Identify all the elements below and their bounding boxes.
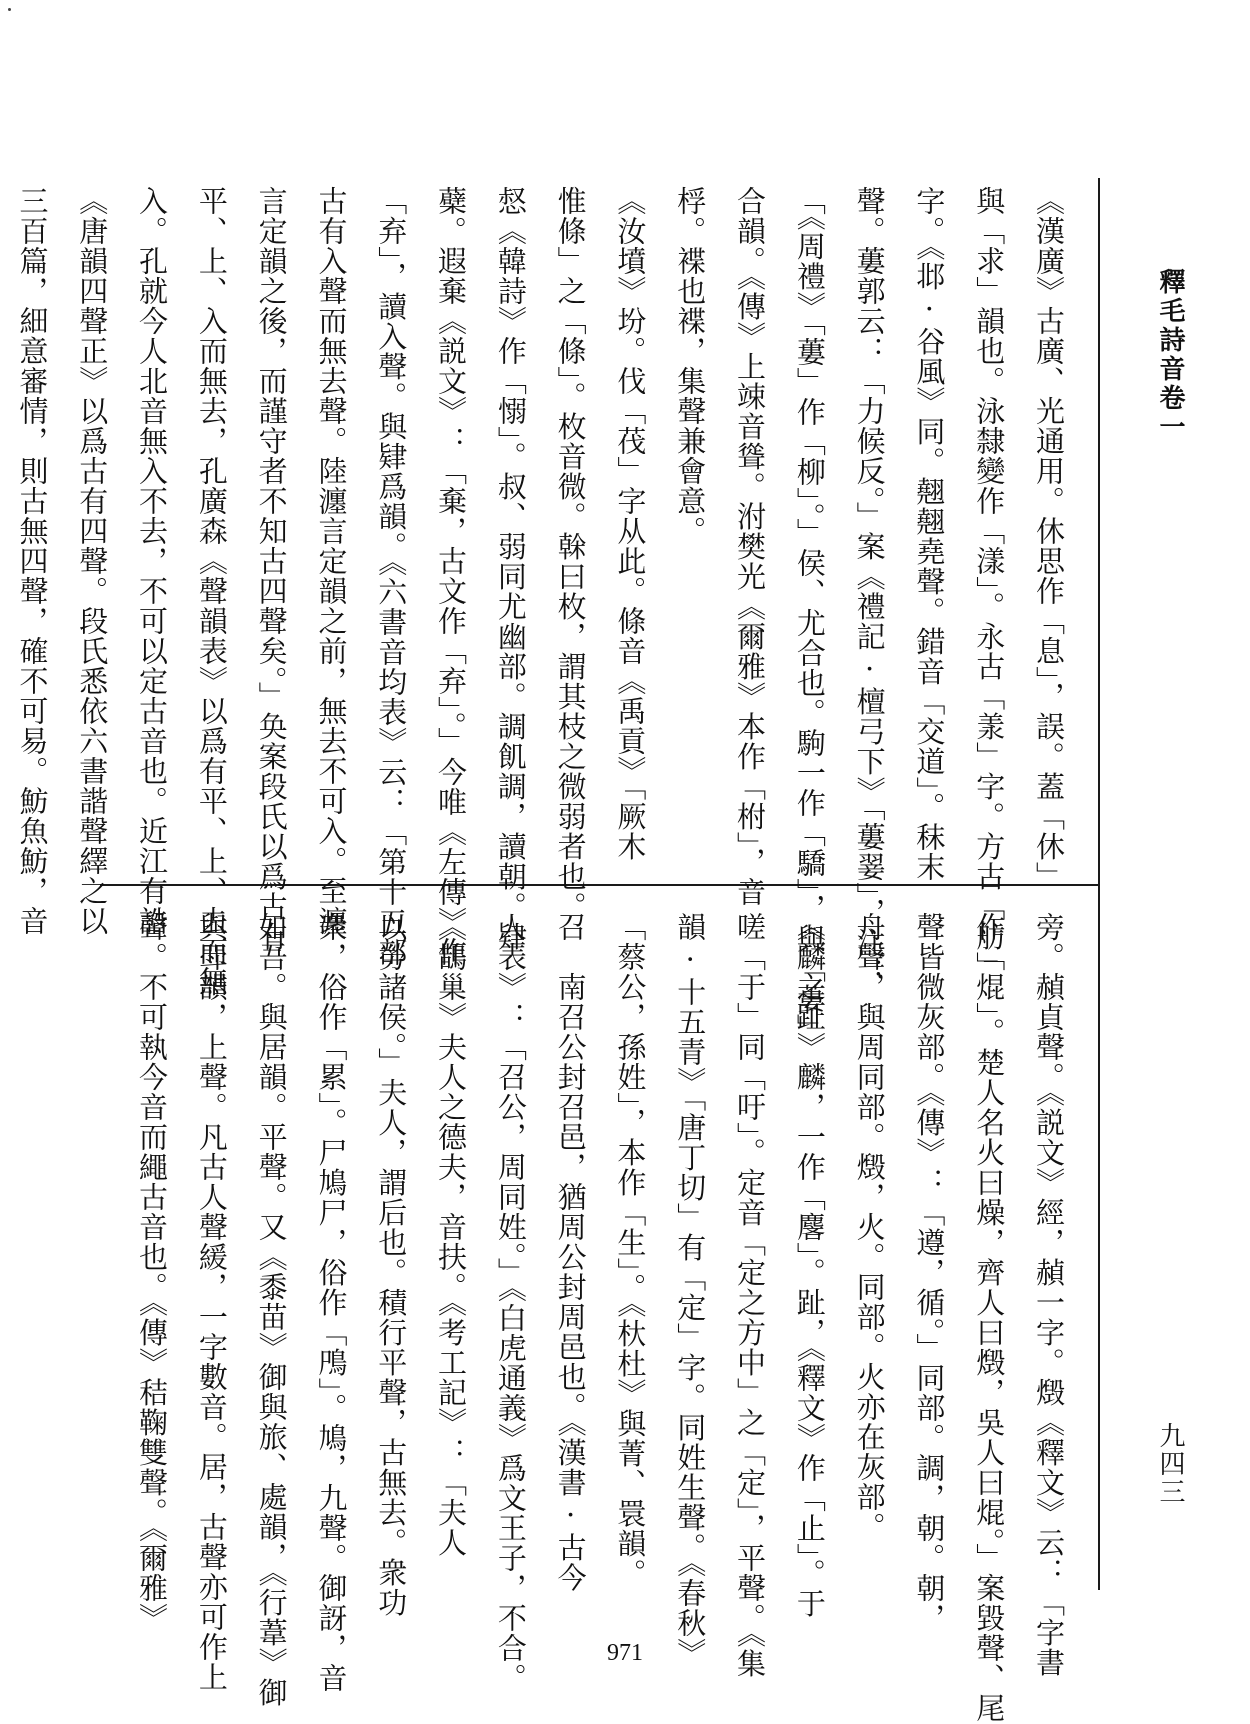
text-column: 聲。蔞郭云：「力候反。」案《禮記·檀弓下》「蔞翣」，注： [852,186,887,988]
running-title: 釋毛詩音卷一 [1155,268,1185,442]
text-column: 聲皆微灰部。《傳》：「遵，循。」同部。調，朝。朝， [912,912,947,1633]
text-column: 字。《邶·谷風》同。翹翹堯聲。錯音「交道」。秣末 [912,186,947,882]
text-column: 「蔡公，孫姓」，本作「生」。《杕杜》與菁、睘韻。 [613,912,648,1589]
text-column: 與「求」韻也。泳隸變作「漾」。永古「羕」字。方古「舫」 [972,186,1007,982]
text-column: 「《周禮》「蔞」作「柳」。」侯、尤合也。駒一作「驕」，與「蔞」 [792,186,827,1044]
text-column: 入。孔就今人北音無入不去，不可以定古音也。近江有誥 [135,186,170,936]
text-column: 召 南召公封召邑，猶周公封周邑也。《漢書·古今 [553,912,588,1593]
scan-mark [8,8,11,11]
text-column: 蘗。遐棄《説文》：「棄，古文作「弃」。」今唯《左傳》作 [434,186,469,967]
text-column: 人表》：「召公，周同姓。」《白虎通義》爲文王子，不合。 [493,912,528,1693]
text-column: 舟聲，與周同部。燬，火。同部。火亦在灰部。 [852,912,887,1542]
text-column: 以勞諸侯。」夫人，謂后也。積行平聲，古無去。衆功 [374,912,409,1618]
text-column: 聲。不可執今音而繩古音也。《傳》秸鞠雙聲。《爾雅》 [135,912,170,1633]
text-column: 作「焜」。楚人名火曰燥，齊人曰燬，吳人曰焜。」案毀聲、尾 [972,912,1007,1723]
text-column: 旁。赬貞聲。《説文》經，赬一字。燬《釋文》云：「字書 [1032,912,1066,1678]
text-column: 《汝墳》坋。伐「茷」字从此。條音《禹貢》「厥木 [613,186,648,862]
text-column: 《鵲巢》夫人之德夫，音扶。《考工記》：「夫人 [434,912,469,1558]
page-number: 971 [607,1640,643,1666]
text-column: 「弃」，讀入聲。與肄爲韻。《六書音均表》云：「第十五部 [374,186,409,967]
text-column: 合韻。《傳》上竦音聳。泭樊光《爾雅》本作「柎」，音 [733,186,768,907]
text-column: 言定韻之後，而謹守者不知古四聲矣。」奂案段氏以爲古有 [254,186,289,952]
text-column: 三百篇，細意審情，則古無四聲，確不可易。魴魚魴，音 [15,186,50,936]
upper-text-block [15,186,1078,1044]
text-column: 平、上、入而無去，孔廣森《聲韻表》以爲有平、上、去而無 [194,186,229,996]
text-column: 《唐韻四聲正》以爲古有四聲。段氏悉依六書諧聲繹之以 [75,186,110,936]
text-column: 惟條」之「條」。枚音微。榦曰枚，謂其枝之微弱者也。 [553,186,588,922]
text-column: 如吾。與居韻。平聲。又《黍苗》御與旅、處韻，《行葦》御 [254,912,289,1708]
folio-chinese: 九四三 [1155,1422,1185,1506]
text-column: 與斝韻，上聲。凡古人聲緩，一字數音。居，古聲亦可作上 [194,912,229,1692]
text-column: 《漢廣》古廣、光通用。休思作「息」，誤。蓋「休」 [1032,186,1066,892]
text-column: 桴。褋也褋，集聲兼會意。 [673,186,708,546]
text-column: 《麟之趾》麟，一作「麐」。趾，《釋文》作「止」。于 [792,912,827,1619]
text-column: 嗟「于」同「吁」。定音「定之方中」之「定」，平聲。《集 [733,912,768,1679]
text-column: 惄《韓詩》作「愵」。叔、弱同尤幽部。調飢調，讀朝。肄 [493,186,528,952]
text-column: 衆，俗作「累」。尸鳩尸，俗作「鳲」。鳩，九聲。御訝，音 [314,912,349,1693]
text-column: 古有入聲而無去聲。陸瀍言定韻之前，無去不可入。至瀍 [314,186,349,936]
text-column: 韻·十五青》「唐丁切」有「定」字。同姓生聲。《春秋》 [673,912,708,1668]
